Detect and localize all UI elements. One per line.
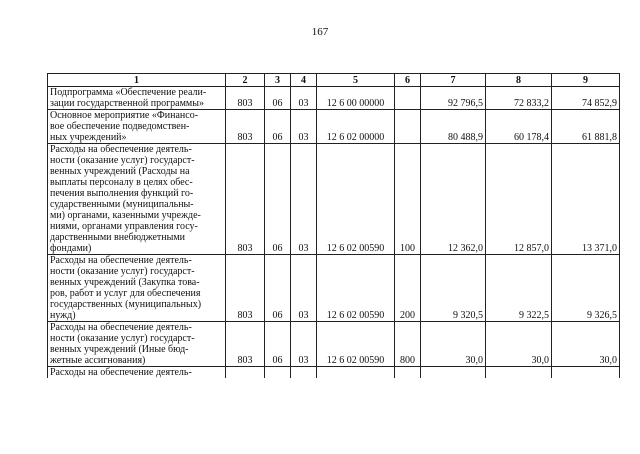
table-cell: 12 6 02 00590	[317, 144, 395, 255]
table-cell: 13 371,0	[552, 144, 620, 255]
table-cell: 803	[226, 87, 265, 110]
header-cell: 9	[552, 74, 620, 87]
table-cell: 06	[265, 110, 291, 144]
header-cell: 2	[226, 74, 265, 87]
table-cell: 9 322,5	[486, 255, 552, 322]
table-cell: 72 833,2	[486, 87, 552, 110]
table-cell: 803	[226, 255, 265, 322]
description-line: выплаты персоналу в целях обес-	[50, 177, 193, 188]
description-line: печения выполнения функций го-	[50, 188, 194, 199]
description-line: Основное мероприятие «Финансо-	[50, 110, 199, 121]
description-line: ных учреждений»	[50, 132, 127, 143]
description-line: ров, работ и услуг для обеспечения	[50, 288, 201, 299]
table-cell: 06	[265, 144, 291, 255]
header-cell: 5	[317, 74, 395, 87]
table-cell: 800	[395, 322, 421, 367]
table-cell: 60 178,4	[486, 110, 552, 144]
description-line: нужд)	[50, 310, 76, 321]
header-cell: 7	[421, 74, 486, 87]
table-body	[48, 87, 620, 379]
header-cell: 8	[486, 74, 552, 87]
table-cell: 61 881,8	[552, 110, 620, 144]
description-line: фондами)	[50, 243, 92, 254]
row-description	[48, 255, 226, 322]
table-row	[48, 110, 620, 144]
table-row	[48, 144, 620, 255]
table-cell: 803	[226, 322, 265, 367]
description-line: сударственными (муниципальны-	[50, 199, 194, 210]
table-cell: 12 857,0	[486, 144, 552, 255]
description-line: венных учреждений (Расходы на	[50, 166, 190, 177]
table-cell: 06	[265, 87, 291, 110]
table-cell: 9 320,5	[421, 255, 486, 322]
description-line: Подпрограмма «Обеспечение реали-	[50, 87, 207, 98]
description-line: ности (оказание услуг) государст-	[50, 266, 195, 277]
table-row	[48, 87, 620, 110]
table-cell: 30,0	[552, 322, 620, 367]
row-description: Расходы на обеспечение деятель-	[48, 367, 226, 379]
table-cell: 03	[291, 255, 317, 322]
description-line: ми) органами, казенными учрежде-	[50, 210, 201, 221]
description-line: Расходы на обеспечение деятель-	[50, 144, 192, 155]
table-row	[48, 322, 620, 367]
row-description	[48, 87, 226, 110]
table-cell: 12 6 00 00000	[317, 87, 395, 110]
table-cell: 92 796,5	[421, 87, 486, 110]
description-line: дарственными внебюджетными	[50, 232, 186, 243]
page-number: 167	[311, 26, 329, 38]
header-cell: 1	[48, 74, 226, 87]
table-cell	[395, 87, 421, 110]
description-line: венных учреждений (Иные бюд-	[50, 344, 189, 355]
table-cell: 9 326,5	[552, 255, 620, 322]
table-row-partial	[48, 367, 620, 379]
header-cell: 4	[291, 74, 317, 87]
header-cell: 3	[265, 74, 291, 87]
description-line: Расходы на обеспечение деятель-	[50, 322, 192, 333]
header-cell: 6	[395, 74, 421, 87]
table-cell: 12 6 02 00590	[317, 322, 395, 367]
description-line: государственных (муниципальных)	[50, 299, 202, 310]
description-line: ниями, органами управления госу-	[50, 221, 198, 232]
description-line: вое обеспечение подведомствен-	[50, 121, 190, 132]
description-line: Расходы на обеспечение деятель-	[50, 255, 192, 266]
description-line: венных учреждений (Закупка това-	[50, 277, 200, 288]
row-description	[48, 110, 226, 144]
table-row	[48, 255, 620, 322]
table-cell: 12 6 02 00590	[317, 255, 395, 322]
row-description	[48, 144, 226, 255]
table-cell: 03	[291, 322, 317, 367]
table-cell: 803	[226, 144, 265, 255]
table-cell: 803	[226, 110, 265, 144]
table-cell	[395, 110, 421, 144]
table-cell: 30,0	[486, 322, 552, 367]
table-cell: 03	[291, 87, 317, 110]
table-cell: 03	[291, 110, 317, 144]
description-line: жетные ассигнования)	[50, 355, 146, 366]
table-cell: 03	[291, 144, 317, 255]
table-header-row	[48, 74, 620, 87]
budget-table	[47, 73, 620, 378]
row-description	[48, 322, 226, 367]
table-cell: 100	[395, 144, 421, 255]
table-cell: 06	[265, 255, 291, 322]
table-cell: 200	[395, 255, 421, 322]
table-cell: 06	[265, 322, 291, 367]
table-cell: 80 488,9	[421, 110, 486, 144]
description-line: ности (оказание услуг) государст-	[50, 333, 195, 344]
description-line: ности (оказание услуг) государст-	[50, 155, 195, 166]
table-cell: 74 852,9	[552, 87, 620, 110]
description-line: зации государственной программы»	[50, 98, 204, 109]
table-cell: 12 362,0	[421, 144, 486, 255]
table-cell: 30,0	[421, 322, 486, 367]
table-cell: 12 6 02 00000	[317, 110, 395, 144]
